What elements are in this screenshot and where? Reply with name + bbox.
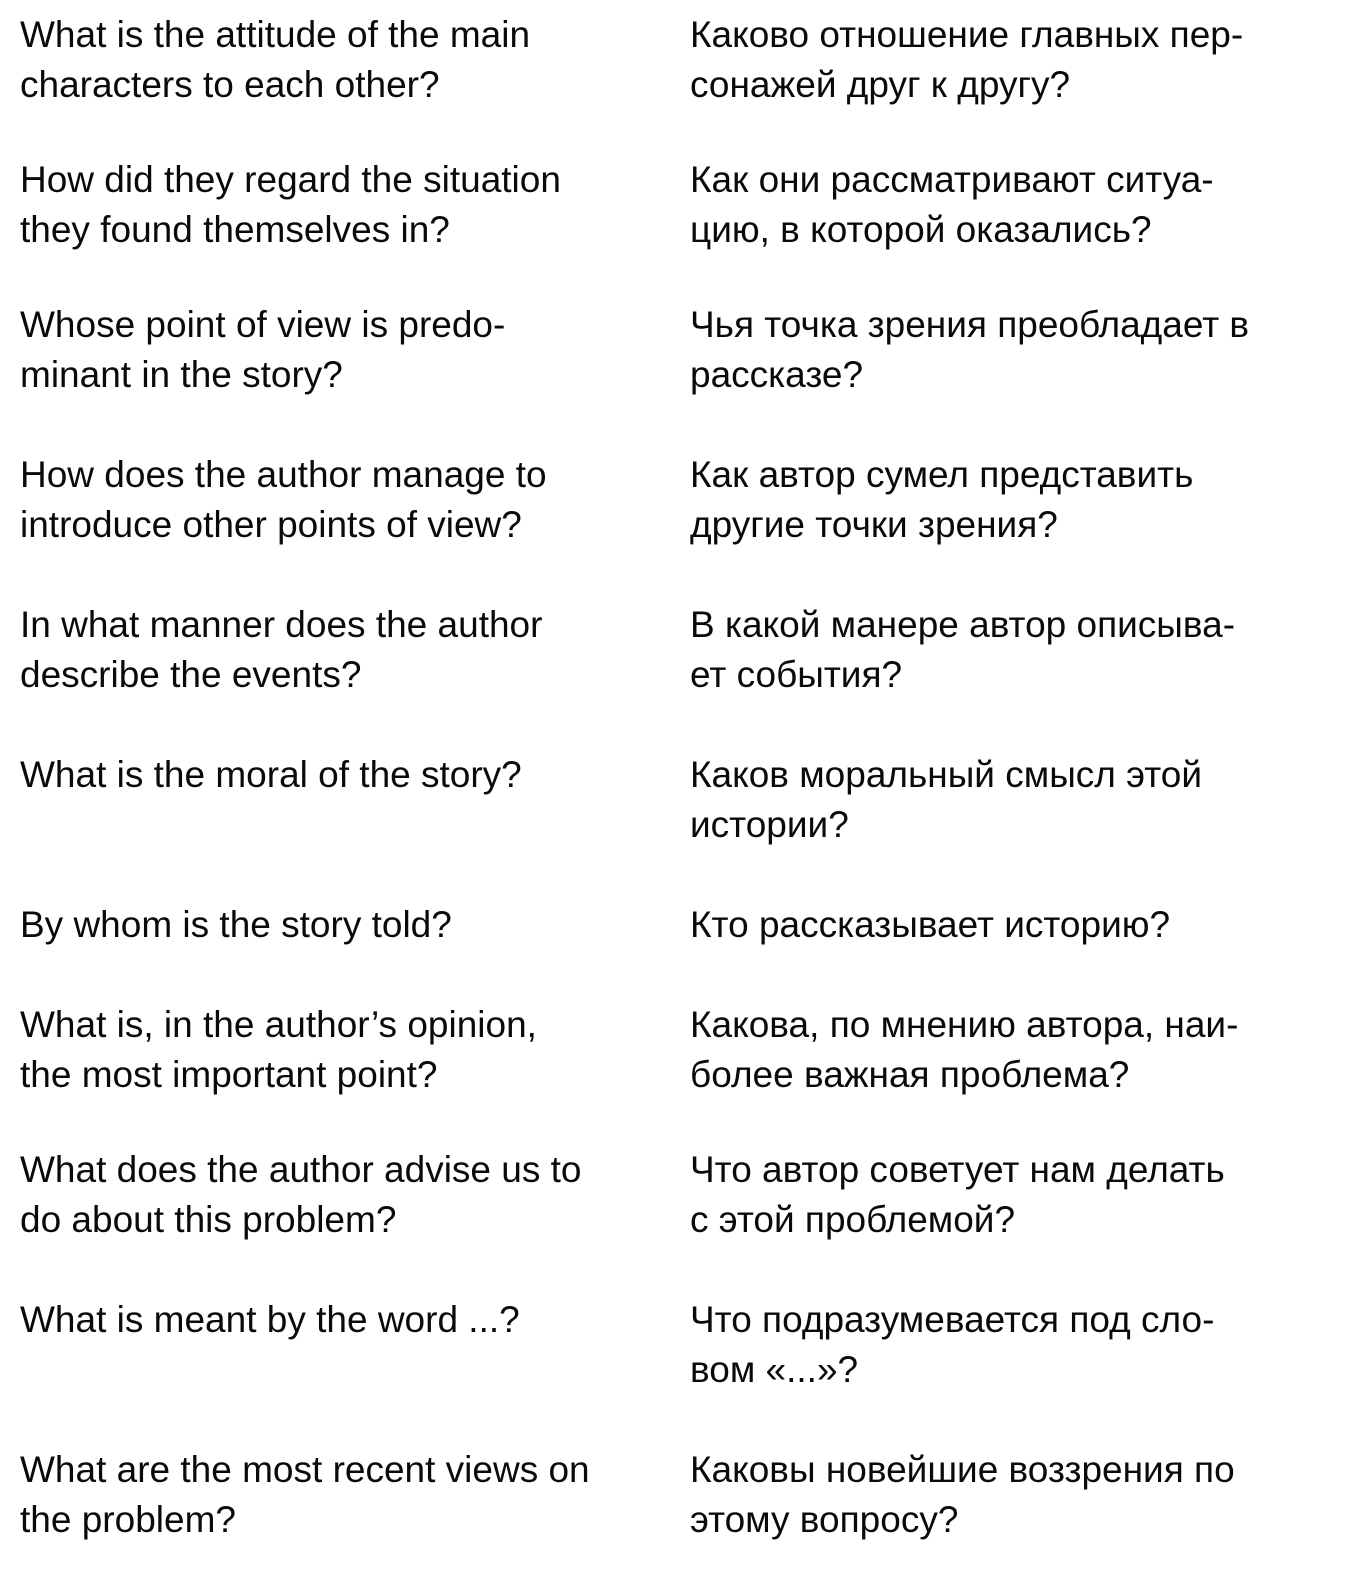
russian-translation: Чья точка зрения преобладает в рассказе? (690, 304, 1250, 395)
russian-translation: Как автор сумел представить другие точки зрения? (690, 454, 1194, 545)
english-question: What are the most recent views on the problem? (20, 1449, 590, 1540)
russian-translation: Каково отношение главных пер- сонажей друг к другу? (690, 14, 1244, 105)
english-question: What is the moral of the story? (20, 754, 522, 795)
russian-translation: Кто рассказывает историю? (690, 904, 1171, 945)
english-question: Whose point of view is predo- minant in the story? (20, 304, 506, 395)
english-question: What does the author advise us to do about this problem? (20, 1149, 582, 1240)
english-question: What is, in the author’s opinion, the most important point? (20, 1004, 537, 1095)
english-question: How did they regard the situation they found themselves in? (20, 159, 561, 250)
english-question: How does the author manage to introduce other points of view? (20, 454, 547, 545)
russian-translation: Каков моральный смысл этой истории? (690, 754, 1203, 845)
english-question: What is meant by the word ...? (20, 1299, 520, 1340)
english-question: What is the attitude of the main characters to each other? (20, 14, 531, 105)
english-question: In what manner does the author describe the events? (20, 604, 543, 695)
russian-translation: Что подразумевается под сло- вом «...»? (690, 1299, 1215, 1390)
english-question: By whom is the story told? (20, 904, 452, 945)
russian-translation: Что автор советует нам делать с этой проблемой? (690, 1149, 1225, 1240)
russian-translation: Какова, по мнению автора, наи- более важная проблема? (690, 1004, 1239, 1095)
russian-translation: Каковы новейшие воззрения по этому вопросу? (690, 1449, 1235, 1540)
russian-translation: Как они рассматривают ситуа- цию, в которой оказались? (690, 159, 1214, 250)
russian-translation: В какой манере автор описыва- ет события? (690, 604, 1236, 695)
